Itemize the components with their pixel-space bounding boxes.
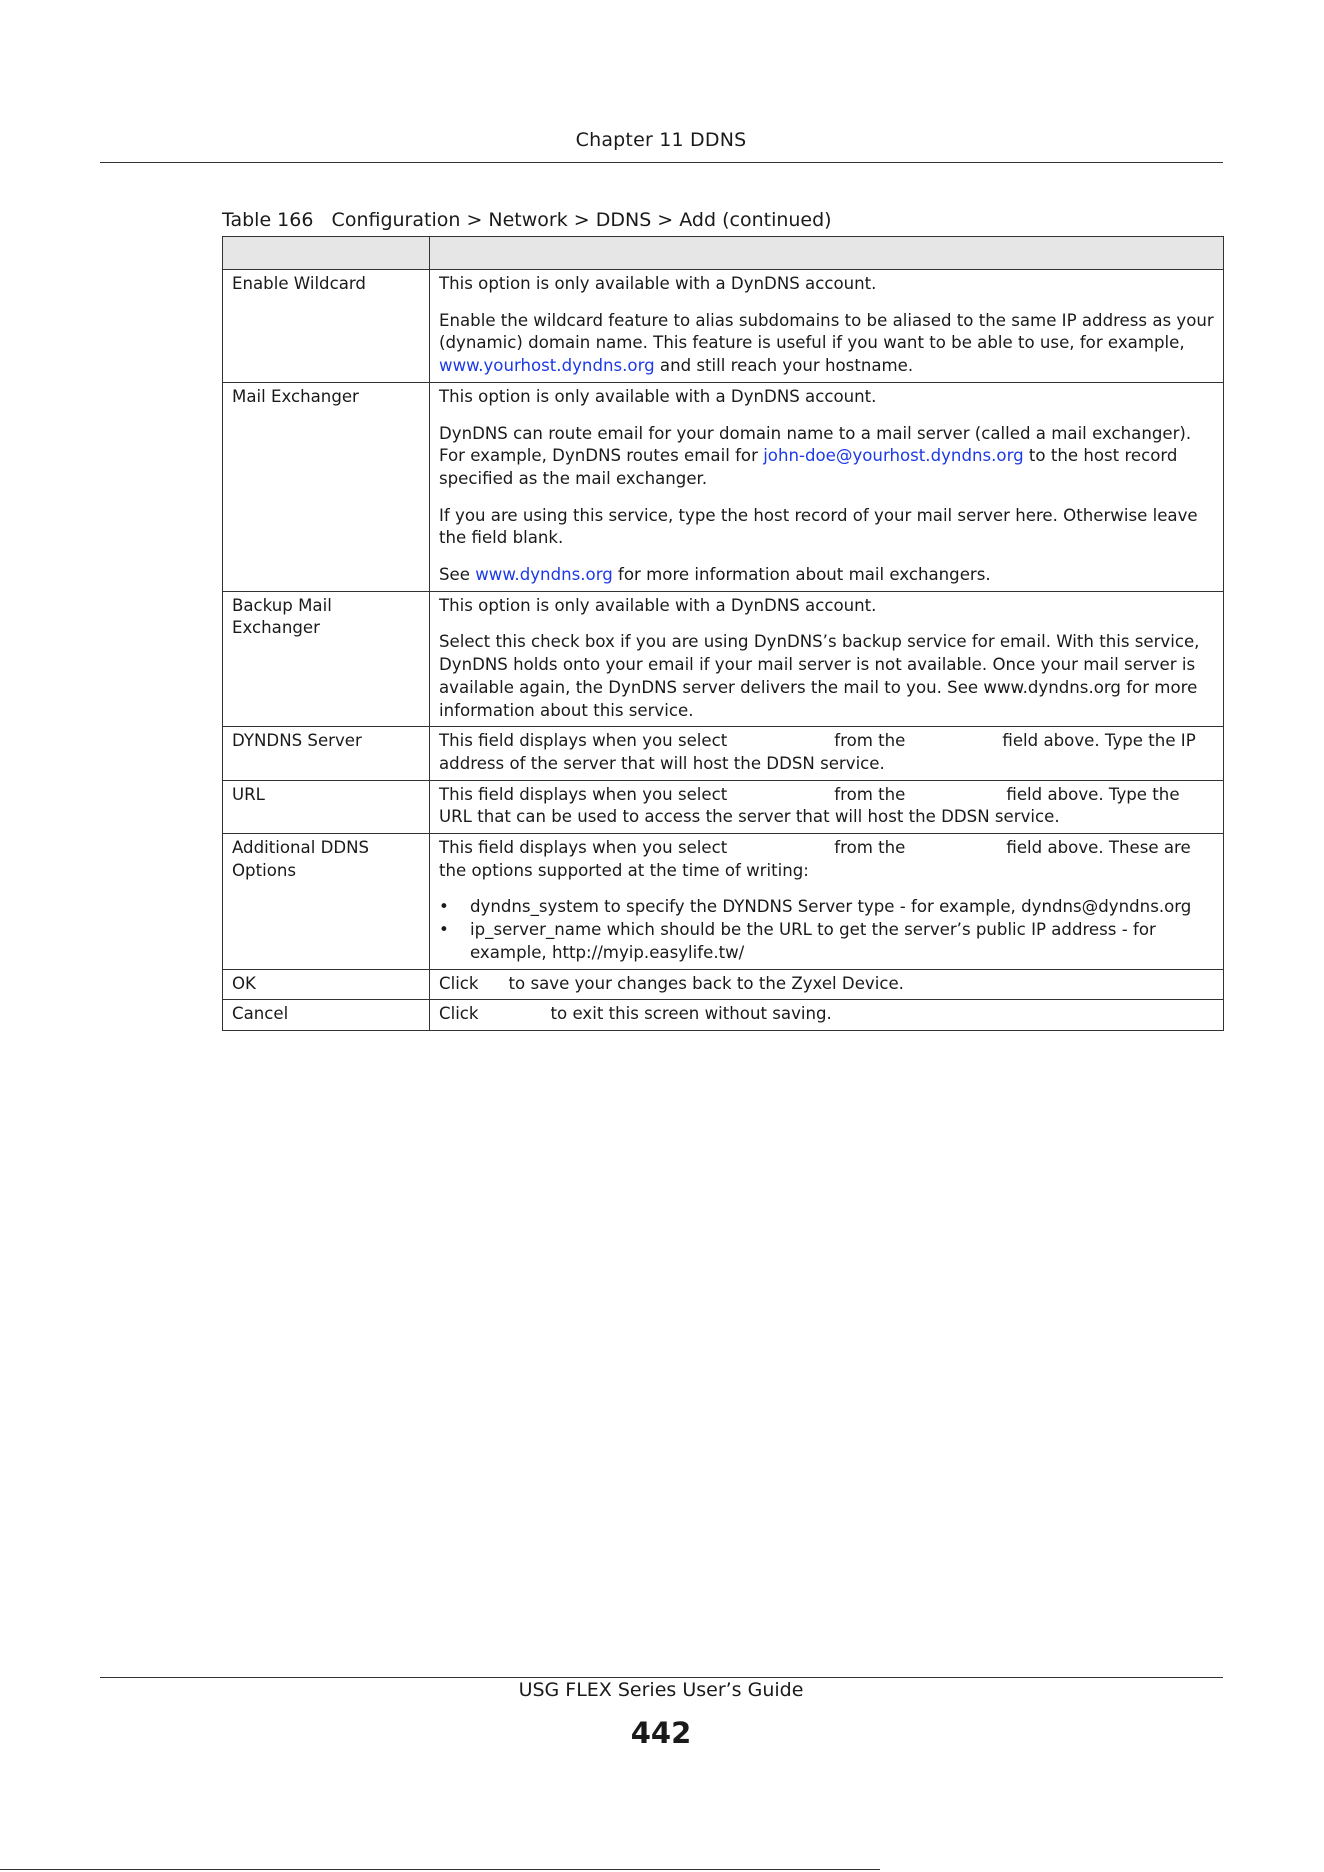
description-text: from the (834, 838, 906, 858)
table-row (223, 1000, 1224, 1031)
table-row (223, 270, 1224, 383)
page-number: 442 (630, 1716, 692, 1750)
row-label: OK (223, 969, 430, 1000)
john-doe-email-link[interactable]: john-doe@yourhost.dyndns.org (763, 446, 1024, 466)
row-description (430, 382, 1224, 591)
table-header-label (223, 237, 430, 270)
table-row (223, 382, 1224, 591)
row-label: Additional DDNS Options (223, 834, 430, 970)
row-label: Enable Wildcard (223, 270, 430, 383)
table-row (223, 591, 1224, 727)
table-row (223, 834, 1224, 970)
description-paragraph: If you are using this service, type the host record of your mail server here. Otherwise leave the field blank. (439, 505, 1198, 548)
description-text: to exit this screen without saving. (550, 1004, 832, 1024)
row-description (430, 780, 1224, 833)
description-text: field above. Type the URL that can be used to access the server that will host the DDSN service. (439, 784, 1180, 827)
table-header-description (430, 237, 1224, 270)
ddns-field-table (222, 236, 1224, 1031)
list-item: • ip_server_name which should be the URL to get the server’s public IP address - for example, http://myip.easylife.tw/ (470, 919, 1214, 964)
row-label: URL (223, 780, 430, 833)
row-description (430, 1000, 1224, 1031)
row-description (430, 969, 1224, 1000)
table-row (223, 969, 1224, 1000)
description-paragraph (439, 423, 1214, 491)
description-text: to the host record specified as the mail exchanger. (439, 446, 1178, 488)
header-rule (100, 162, 1223, 163)
row-label: DYNDNS Server (223, 727, 430, 780)
description-text: DynDNS can route email for your domain name to a mail server (called a mail exchanger). For example, DynDNS routes email for (439, 423, 1192, 466)
description-paragraph: This option is only available with a DynDNS account. (439, 595, 877, 615)
description-paragraph (439, 564, 1214, 587)
footer-title: USG FLEX Series User’s Guide (518, 1679, 804, 1701)
list-item: • dyndns_system to specify the DYNDNS Server type - for example, dyndns@dyndns.org (470, 896, 1214, 919)
description-text: for more information about mail exchangers. (612, 565, 991, 585)
table-row (223, 727, 1224, 780)
row-label: Backup Mail Exchanger (223, 591, 430, 727)
footer-rule (100, 1677, 1223, 1678)
description-paragraph: This option is only available with a DynDNS account. (439, 274, 877, 293)
description-text: Click (439, 973, 479, 993)
description-text: and still reach your hostname. (654, 356, 914, 376)
description-text: from the (834, 784, 906, 804)
description-text: to save your changes back to the Zyxel Device. (508, 973, 904, 993)
chapter-header: Chapter 11 DDNS (575, 129, 747, 151)
table-row (223, 780, 1224, 833)
description-paragraph: Select this check box if you are using DynDNS’s backup service for email. With this service, DynDNS holds onto your email if your mail server is not available. Once your mail server is available again, the DynDNS server delivers the mail to you. See www.dyndns.org for more information about this service. (439, 632, 1200, 720)
description-text: This field displays when you select (439, 838, 728, 858)
description-paragraph (439, 837, 1214, 882)
description-text: field above. Type the IP address of the server that will host the DDSN service. (439, 731, 1196, 773)
row-label: Mail Exchanger (223, 382, 430, 591)
row-description (430, 591, 1224, 727)
description-text: field above. These are the options supported at the time of writing: (439, 838, 1191, 880)
description-paragraph: This option is only available with a DynDNS account. (439, 386, 877, 406)
description-text: from the (834, 731, 906, 751)
row-description (430, 727, 1224, 780)
options-list (439, 896, 1214, 964)
description-text: This field displays when you select (439, 731, 728, 751)
page-edge-line (0, 1869, 880, 1870)
row-label: Cancel (223, 1000, 430, 1031)
description-text: Enable the wildcard feature to alias subdomains to be aliased to the same IP address as your (dynamic) domain name. This feature is useful if you want to be able to use, for example, (439, 310, 1214, 353)
table-caption: Table 166 Configuration > Network > DDNS > Add (continued) (222, 209, 832, 231)
description-text: This field displays when you select (439, 784, 728, 804)
row-description (430, 834, 1224, 970)
description-text: Click (439, 1004, 479, 1024)
dyndns-link[interactable]: www.dyndns.org (475, 565, 613, 585)
row-description (430, 270, 1224, 383)
description-text: See (439, 565, 476, 585)
description-paragraph (439, 310, 1214, 378)
table-header-row (223, 237, 1224, 270)
yourhost-link[interactable]: www.yourhost.dyndns.org (439, 356, 655, 376)
